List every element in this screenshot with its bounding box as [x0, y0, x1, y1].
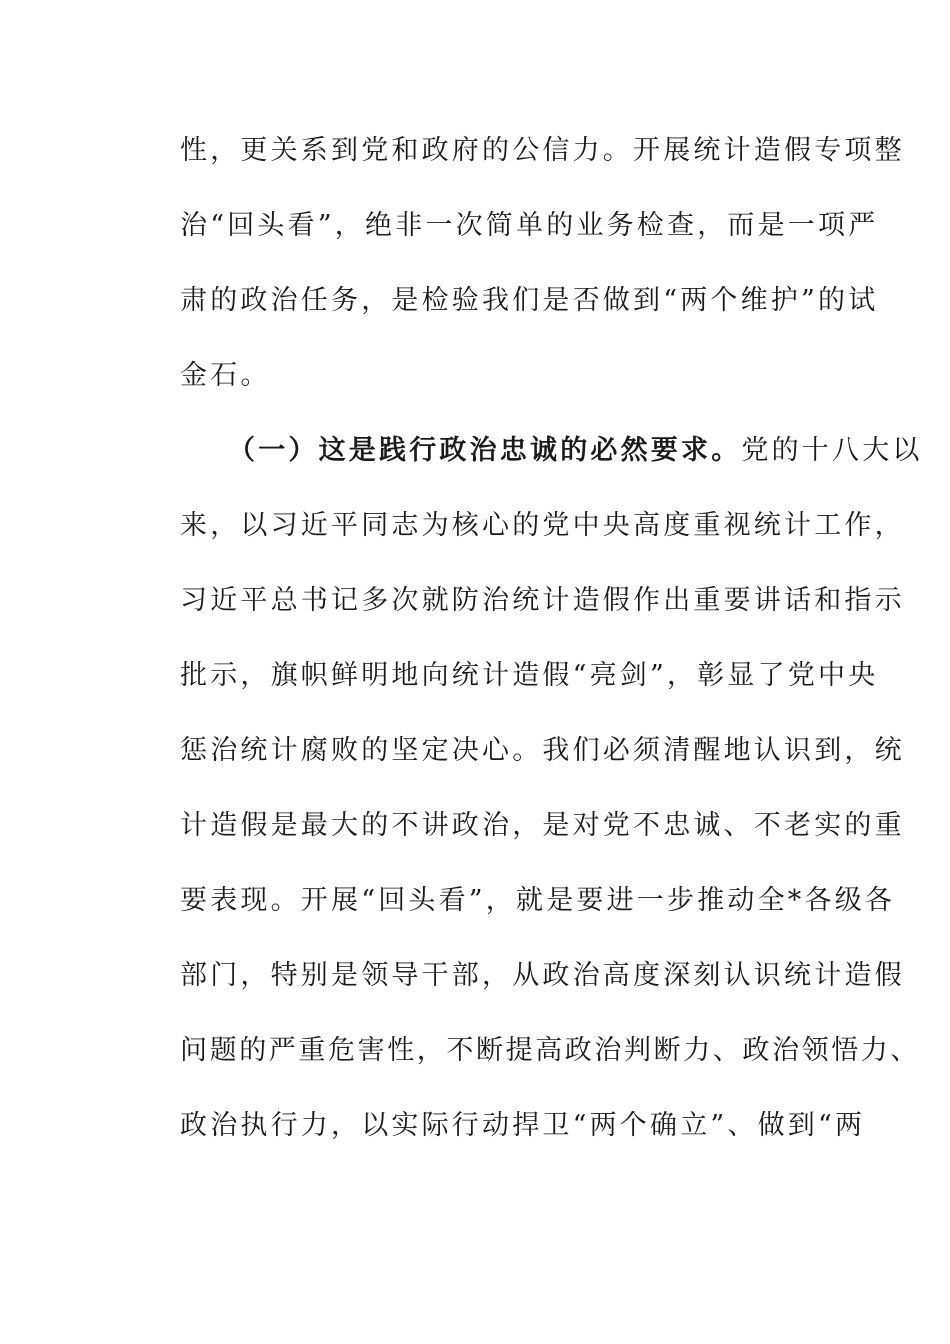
text-line: 政治执行力，以实际行动捍卫“两个确立”、做到“两 [180, 1110, 866, 1141]
text-line: 批示，旗帜鲜明地向统计造假“亮剑”，彰显了党中央 [180, 660, 879, 691]
text-line: 惩治统计腐败的坚定决心。我们必须清醒地认识到，统 [180, 735, 905, 766]
text-line: 部门，特别是领导干部，从政治高度深刻认识统计造假 [180, 960, 905, 991]
text-line: 习近平总书记多次就防治统计造假作出重要讲话和指示 [180, 585, 905, 616]
text-line: 治“回头看”，绝非一次简单的业务检查，而是一项严 [180, 210, 879, 241]
text-line: 金石。 [180, 360, 271, 391]
text-line: 性，更关系到党和政府的公信力。开展统计造假专项整 [180, 135, 905, 166]
text-line: 要表现。开展“回头看”，就是要进一步推动全*各级各 [180, 885, 896, 916]
text-line: 肃的政治任务，是检验我们是否做到“两个维护”的试 [180, 285, 879, 316]
text-line: 计造假是最大的不讲政治，是对党不忠诚、不老实的重 [180, 810, 905, 841]
text-line: 来，以习近平同志为核心的党中央高度重视统计工作， [180, 510, 905, 541]
section-first-line-text: 党的十八大以 [741, 435, 923, 466]
text-line: 问题的严重危害性，不断提高政治判断力、政治领悟力、 [180, 1035, 920, 1066]
section-heading-line [228, 431, 923, 471]
section-heading: （一）这是践行政治忠诚的必然要求。 [228, 435, 742, 466]
